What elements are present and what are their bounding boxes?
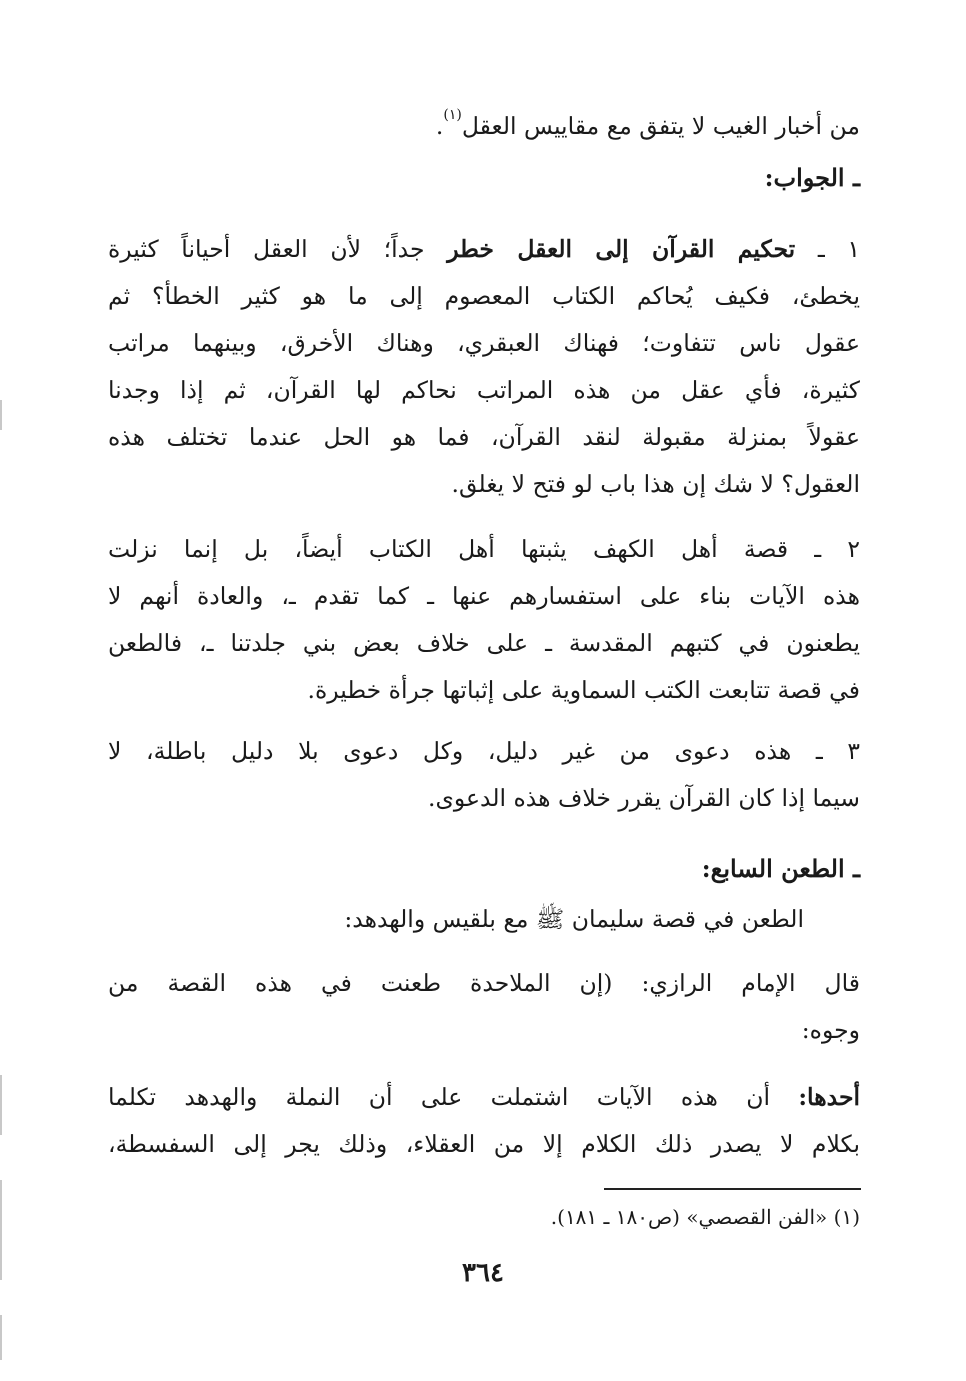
point-1-line-3: عقول ناس تتفاوت؛ فهناك العبقري، وهناك الأخرق، وبينهما مراتب [108,329,860,357]
seventh-subtitle: الطعن في قصة سليمان ﷺ مع بلقيس والهدهد: [344,905,804,933]
point-1-bold: تحكيم القرآن إلى العقل خطر [447,235,796,263]
first-aspect-paragraph [108,1074,860,1168]
point-1-line-2: يخطئ، فكيف يُحاكم الكتاب المعصوم إلى ما هو كثير الخطأ؟ ثم [108,282,860,310]
scan-edge-mark [0,1075,2,1135]
footnote-ref: (١) [443,107,462,123]
scan-edge-mark [0,400,2,430]
first-rest: أن هذه الآيات اشتملت على أن النملة والهدهد تكلما [108,1083,799,1111]
first-line-2: بكلام لا يصدر ذلك الكلام إلا من العقلاء، وذلك يجر إلى السفسطة، [108,1130,860,1158]
point-2-line-1: ٢ ـ قصة أهل الكهف يثبتها أهل الكتاب أيضاً، بل إنما نزلت [108,535,860,563]
point-1-line-1 [108,226,860,273]
intro-line [108,98,860,150]
point-2-paragraph [108,526,860,714]
seventh-subtitle-paragraph [108,896,860,943]
point-3-line-1: ٣ ـ هذه دعوى من غير دليل، وكل دعوى بلا دليل باطلة، لا [108,737,860,765]
footnote-divider [604,1188,861,1190]
point-1-paragraph [108,226,860,508]
answer-heading: ـ الجواب: [764,163,860,192]
point-1-line-4: كثيرة، فأي عقل من هذه المراتب نحاكم لها القرآن، ثم إذا وجدنا [108,376,860,404]
intro-text: من أخبار الغيب لا يتفق مع مقاييس العقل [461,111,860,140]
point-1-line-6: العقول؟ لا شك إن هذا باب لو فتح لا يغلق. [451,470,860,498]
point-2-line-4: في قصة تتابعت الكتب السماوية على إثباتها جرأة خطيرة. [307,676,860,704]
first-line-1 [108,1074,860,1121]
intro-end: . [435,111,444,140]
scan-edge-mark [0,1180,2,1280]
razi-line-2: وجوه: [801,1016,860,1044]
point-1-number: ١ ـ [795,235,860,263]
page-number: ٣٦٤ [462,1258,504,1288]
scan-edge-mark [0,1315,2,1360]
intro-paragraph [108,98,860,150]
first-bold: أحدها: [798,1083,860,1111]
razi-line-1: قال الإمام الرازي: (إن الملاحدة طعنت في هذه القصة من [108,969,860,997]
point-3-line-2: سيما إذا كان القرآن يقرر خلاف هذه الدعوى. [427,784,860,812]
seventh-heading: ـ الطعن السابع: [701,854,860,883]
footnote: (١) «الفن القصصي» (ص١٨٠ ـ ١٨١). [550,1205,860,1229]
point-2-line-3: يطعنون في كتبهم المقدسة ـ على خلاف بعض بني جلدتنا ـ، فالطعن [108,629,860,657]
razi-paragraph [108,960,860,1054]
point-1-rest: جداً؛ لأن العقل أحياناً كثيرة [108,235,448,263]
point-2-line-2: هذه الآيات بناء على استفسارهم عنها ـ كما تقدم ـ، والعادة أنهم لا [108,582,860,610]
point-1-line-5: عقولاً بمنزلة مقبولة لنقد القرآن، فما هو الحل عندما تختلف هذه [108,423,860,451]
point-3-paragraph [108,728,860,822]
